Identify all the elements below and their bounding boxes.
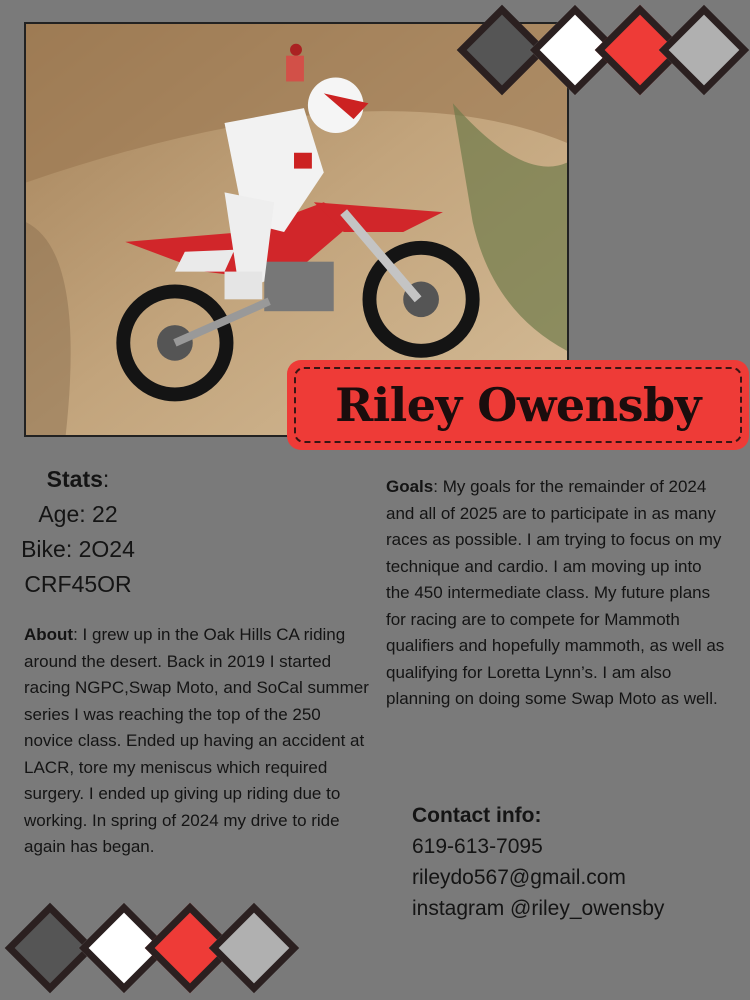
name-banner	[287, 360, 749, 450]
stats-heading-colon: :	[102, 466, 110, 492]
about-section	[24, 622, 369, 861]
stats-bike: Bike: 2O24	[21, 536, 135, 562]
goals-section	[386, 474, 726, 713]
contact-phone: 619-613-7095	[412, 835, 543, 858]
contact-email: rileydo567@gmail.com	[412, 866, 626, 889]
stats-section	[8, 462, 148, 602]
about-label: About	[24, 625, 74, 644]
contact-instagram: instagram @riley_owensby	[412, 897, 665, 920]
stats-bike-model: CRF45OR	[24, 571, 132, 597]
goals-label: Goals	[386, 477, 434, 496]
diamond-light-gray	[209, 903, 300, 994]
stats-age: Age: 22	[38, 501, 118, 527]
diamond-light-gray	[659, 5, 750, 96]
stats-heading: Stats	[46, 466, 103, 492]
about-text: : I grew up in the Oak Hills CA riding around the desert. Back in 2019 I started racing NGPC,Swap Moto, and SoCal summer series I was reaching the top of the 250 novice class. Ended up having an accident at LACR, tore my meniscus which required surgery. I ended up giving up riding due to working. In spring of 2024 my drive to ride again has began.	[24, 625, 369, 856]
contact-heading: Contact info:	[412, 804, 542, 827]
contact-section	[412, 800, 664, 924]
goals-text: : My goals for the remainder of 2024 and all of 2025 are to participate in as many races as possible. I am trying to focus on my technique and cardio. I am moving up into the 450 intermediate class. My future plans for racing are to compete for Mammoth qualifiers and hopefully mammoth, as well as qualifying for Loretta Lynn’s. I am also planning on doing some Swap Moto as well.	[386, 477, 725, 708]
stats-heading-line	[8, 462, 148, 497]
profile-name: Riley Owensby	[335, 378, 701, 432]
